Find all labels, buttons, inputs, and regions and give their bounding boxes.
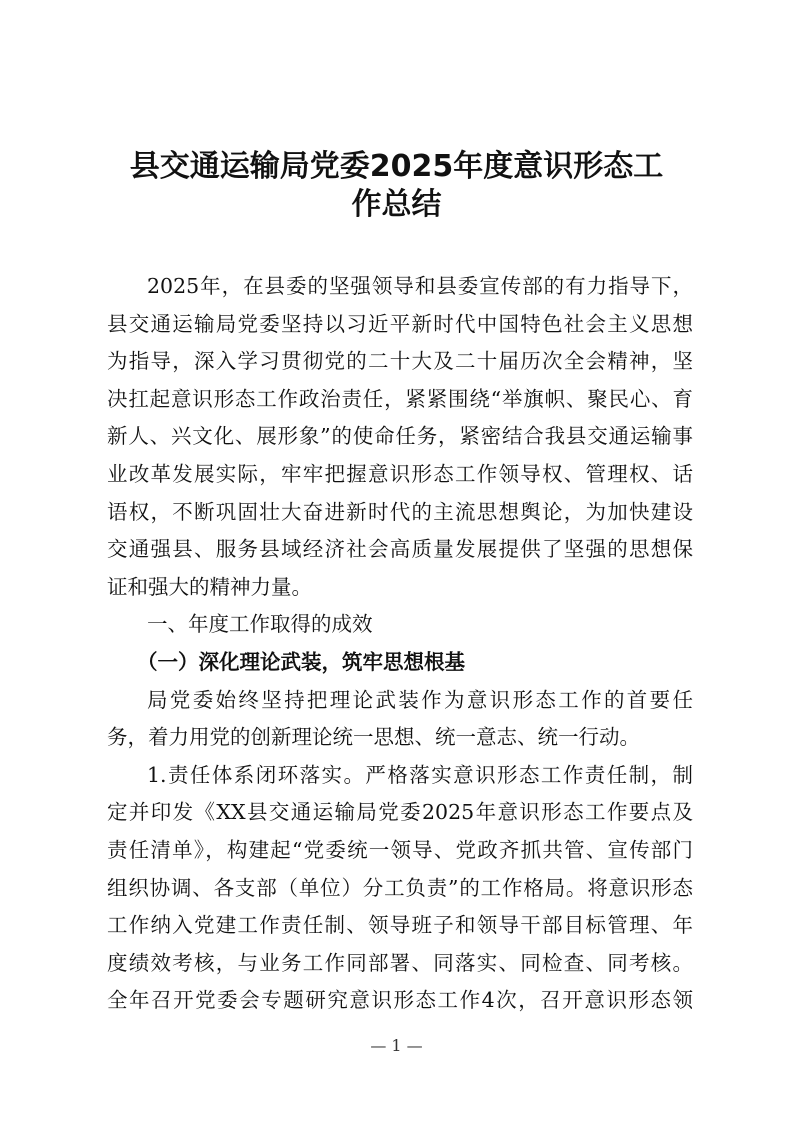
text-line: 组织协调、各支部（单位）分工负责”的工作格局。将意识形态 bbox=[107, 875, 693, 900]
text-line: 务，着力用党的创新理论统一思想、统一意志、统一行动。 bbox=[107, 725, 640, 750]
text-line: 证和强大的精神力量。 bbox=[107, 574, 312, 599]
text-line: 工作纳入党建工作责任制、领导班子和领导干部目标管理、年 bbox=[107, 913, 693, 938]
title-line: 作总结 bbox=[351, 187, 442, 222]
text-line: 责任清单》，构建起“党委统一领导、党政齐抓共管、宣传部门 bbox=[107, 837, 693, 862]
document-title bbox=[100, 148, 693, 224]
text-line: 业改革发展实际，牢牢把握意识形态工作领导权、管理权、话 bbox=[107, 461, 693, 486]
text-line: 交通强县、服务县域经济社会高质量发展提供了坚强的思想保 bbox=[107, 537, 693, 562]
section-heading: 一、年度工作取得的成效 bbox=[147, 612, 373, 637]
text-line: 局党委始终坚持把理论武装作为意识形态工作的首要任 bbox=[147, 687, 693, 712]
text-line: 新人、兴文化、展形象”的使命任务，紧密结合我县交通运输事 bbox=[107, 424, 693, 449]
text-line: 2025年，在县委的坚强领导和县委宣传部的有力指导下， bbox=[147, 274, 693, 298]
text-line: 全年召开党委会专题研究意识形态工作4次，召开意识形态领 bbox=[107, 988, 693, 1013]
text-line: 1.责任体系闭环落实。严格落实意识形态工作责任制，制 bbox=[147, 762, 693, 787]
text-line: 度绩效考核，与业务工作同部署、同落实、同检查、同考核。 bbox=[107, 950, 693, 975]
subsection-heading: （一）深化理论武装，筑牢思想根基 bbox=[137, 649, 465, 674]
text-line: 县交通运输局党委坚持以习近平新时代中国特色社会主义思想 bbox=[107, 311, 693, 336]
text-line: 语权，不断巩固壮大奋进新时代的主流思想舆论，为加快建设 bbox=[107, 499, 693, 524]
title-line: 县交通运输局党委2025年度意识形态工 bbox=[129, 149, 664, 184]
document-body bbox=[107, 268, 693, 1020]
text-line: 定并印发《XX县交通运输局党委2025年意识形态工作要点及 bbox=[107, 800, 693, 825]
page-number: — 1 — bbox=[370, 1036, 423, 1055]
text-line: 决扛起意识形态工作政治责任，紧紧围绕“举旗帜、聚民心、育 bbox=[107, 386, 693, 411]
text-line: 为指导，深入学习贯彻党的二十大及二十届历次全会精神，坚 bbox=[107, 349, 693, 374]
